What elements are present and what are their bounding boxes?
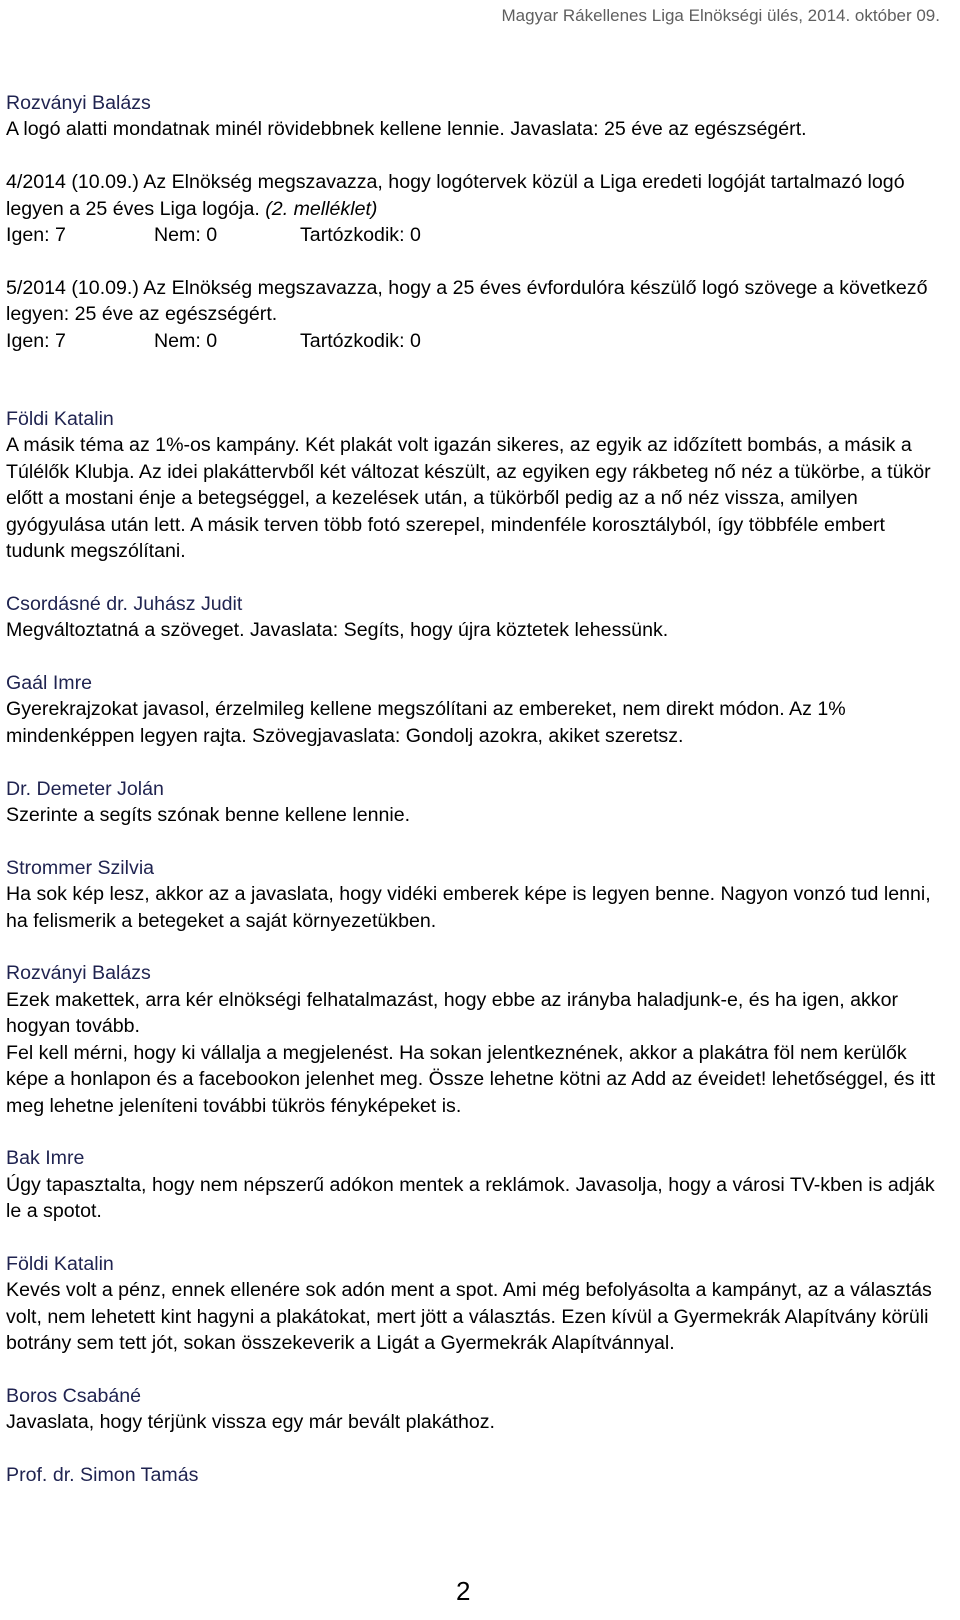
page-number: 2 [456, 1576, 471, 1606]
running-header: Magyar Rákellenes Liga Elnökségi ülés, 2014. október 09. [501, 6, 940, 25]
speaker-name: Strommer Szilvia [6, 856, 155, 879]
speaker-block-rozvanyi-2 [6, 960, 946, 1118]
vote-yes: Igen: 7 [6, 224, 66, 247]
vote-result [6, 222, 946, 248]
speaker-name: Csordásné dr. Juhász Judit [6, 592, 243, 615]
resolution-4-2014 [6, 169, 946, 248]
speaker-name: Rozványi Balázs [6, 962, 151, 985]
speaker-text: Úgy tapasztalta, hogy nem népszerű adókon mentek a reklámok. Javasolja, hogy a városi TV-kben is adják le a spotot. [6, 1173, 935, 1223]
document-body [6, 90, 946, 1489]
speaker-name: Rozványi Balázs [6, 92, 151, 114]
speaker-text: A másik téma az 1%-os kampány. Két plakát volt igazán sikeres, az egyik az időzített bombás, a másik a Túlélők Klubja. Az idei plakáttervből két változat készült, az egyiken egy rákbeteg nő néz a tükörbe, a tükör előtt a mostani énje a betegséggel, a kezelések után, a tükörből pedig az a nő néz vissza, amilyen gyógyulása után lett. A másik terven több fotó szerepel, mindenféle korosztályból, így többféle embert tudunk megszólítani. [6, 434, 931, 563]
speaker-text: Szerinte a segíts szónak benne kellene lennie. [6, 804, 411, 827]
speaker-text: Kevés volt a pénz, ennek ellenére sok adón ment a spot. Ami még befolyásolta a kampányt, az a választás volt, nem lehetett kint hagyni a plakátokat, mert jött a választás. Ezen kívül a Gyermekrák Alapítvány körüli botrány sem tett jót, sokan összekeverik a Ligát a Gyermekrák Alapítvánnyal. [6, 1279, 932, 1355]
speaker-block-foldi-2 [6, 1251, 946, 1357]
speaker-block-gaal [6, 670, 946, 749]
speaker-block-boros [6, 1383, 946, 1436]
speaker-text: A logó alatti mondatnak minél rövidebbnek kellene lennie. Javaslata: 25 éve az egészségért. [6, 118, 807, 141]
resolution-text: 5/2014 (10.09.) Az Elnökség megszavazza, hogy a 25 éves évfordulóra készülő logó szövege a következő legyen: 25 éve az egészségért. [6, 276, 928, 326]
resolution-text: 4/2014 (10.09.) Az Elnökség megszavazza, hogy logótervek közül a Liga eredeti logóját tartalmazó logó legyen a 25 éves Liga logója. (2. melléklet) [6, 171, 905, 220]
appendix-reference: (2. melléklet) [265, 197, 378, 220]
speaker-text: Ezek makettek, arra kér elnökségi felhatalmazást, hogy ebbe az irányba haladjunk-e, és ha igen, akkor hogyan tovább. [6, 988, 899, 1038]
speaker-block-bak [6, 1145, 946, 1224]
speaker-block-simon [6, 1462, 946, 1488]
speaker-name: Gaál Imre [6, 672, 93, 695]
speaker-block-strommer [6, 855, 946, 934]
speaker-name: Boros Csabáné [6, 1384, 142, 1407]
speaker-name: Bak Imre [6, 1147, 85, 1170]
vote-no: Nem: 0 [154, 224, 218, 247]
vote-yes: Igen: 7 [6, 329, 66, 352]
speaker-text: Ha sok kép lesz, akkor az a javaslata, hogy vidéki emberek képe is legyen benne. Nagyon vonzó tud lenni, ha felismerik a betegeket a saját környezetükben. [6, 883, 931, 932]
resolution-5-2014 [6, 275, 946, 354]
speaker-text: Gyerekrajzokat javasol, érzelmileg kellene megszólítani az embereket, nem direkt módon. Az 1% mindenképpen legyen rajta. Szövegjavaslata: Gondolj azokra, akiket szeretsz. [6, 698, 846, 747]
vote-no: Nem: 0 [154, 329, 218, 352]
speaker-name: Dr. Demeter Jolán [6, 777, 164, 800]
speaker-text-continued: Fel kell mérni, hogy ki vállalja a megjelenést. Ha sokan jelentkeznének, akkor a plakátra föl nem kerülők képe a honlapon és a facebookon jelenhet meg. Össze lehetne kötni az Add az éveidet! lehetőséggel, és itt meg lehetne jeleníteni további tükrös fényképeket is. [6, 1041, 936, 1117]
speaker-block-rozvanyi-1 [6, 90, 946, 143]
speaker-name: Földi Katalin [6, 1252, 114, 1275]
speaker-block-csordasne [6, 591, 946, 644]
speaker-name: Prof. dr. Simon Tamás [6, 1464, 199, 1487]
vote-abstain: Tartózkodik: 0 [300, 224, 421, 247]
speaker-text: Megváltoztatná a szöveget. Javaslata: Segíts, hogy újra köztetek lehessünk. [6, 619, 669, 642]
speaker-block-demeter [6, 776, 946, 829]
speaker-block-foldi-1 [6, 406, 946, 564]
speaker-name: Földi Katalin [6, 408, 114, 431]
vote-abstain: Tartózkodik: 0 [300, 329, 421, 352]
vote-result [6, 328, 946, 354]
speaker-text: Javaslata, hogy térjünk vissza egy már bevált plakáthoz. [6, 1411, 496, 1434]
